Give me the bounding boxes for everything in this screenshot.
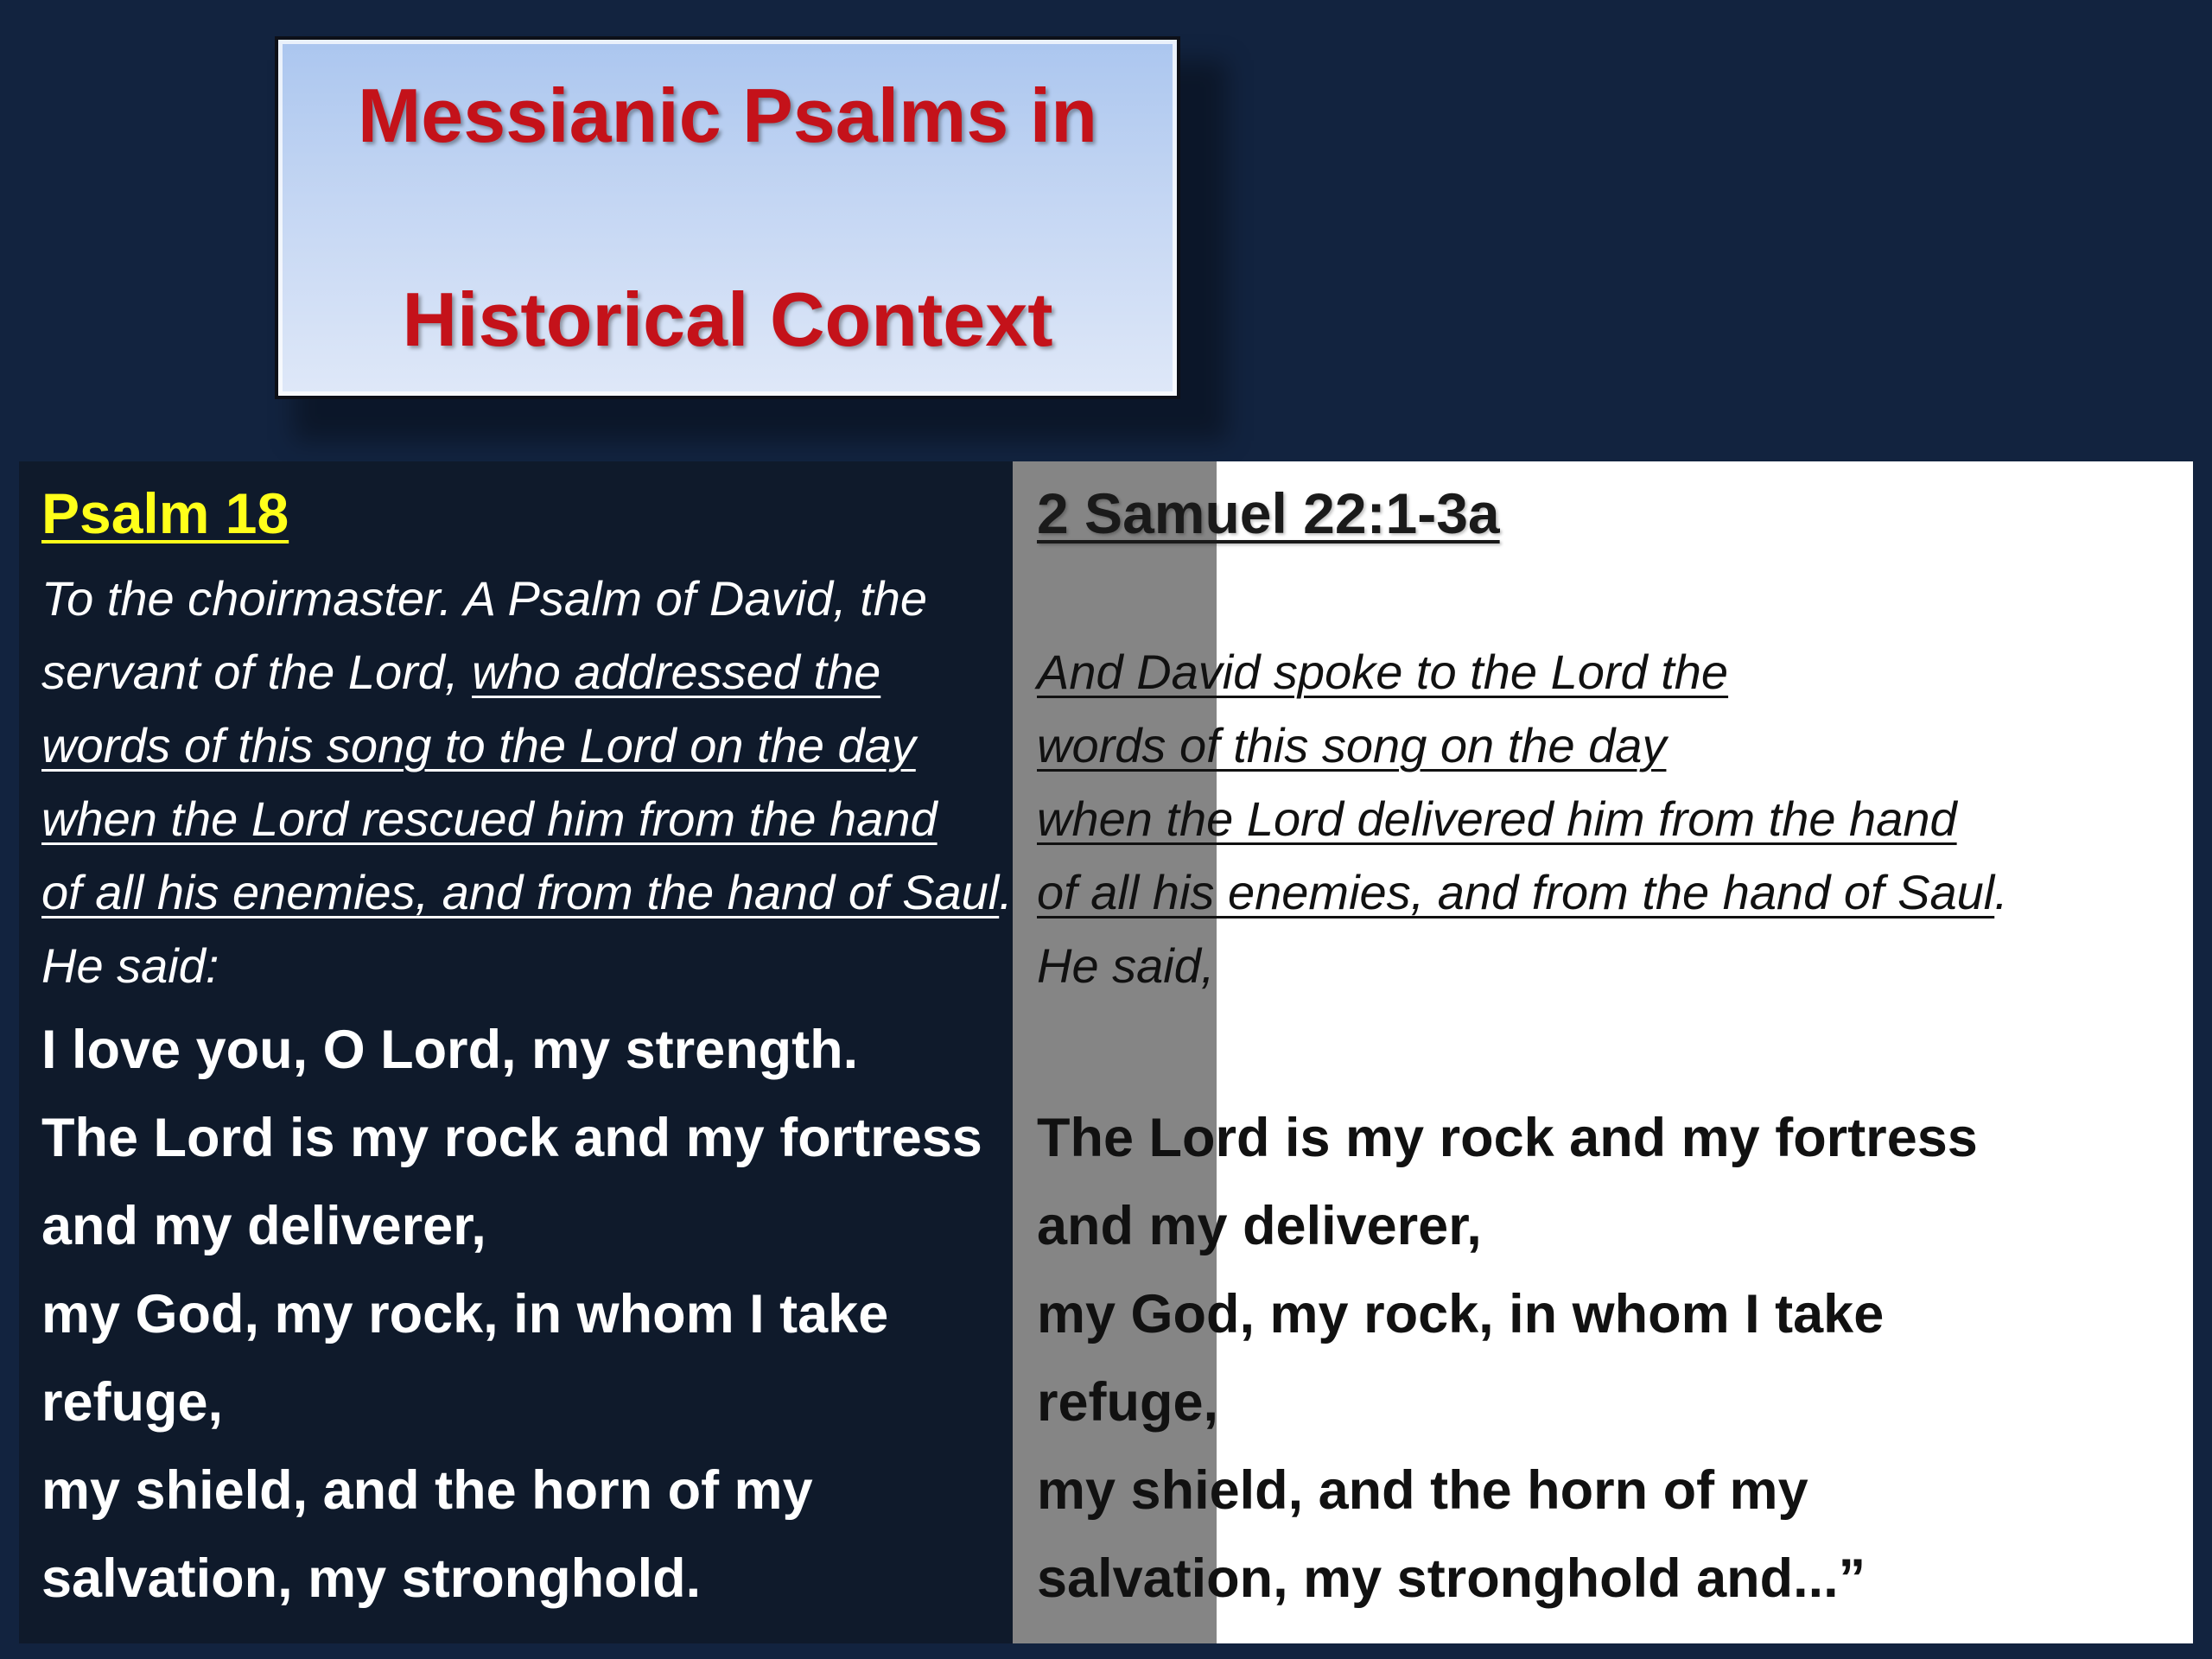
samuel-intro-line [1037,855,2008,929]
psalm-superscription [41,562,1013,1002]
samuel-verse-line: salvation, my stronghold and...” [1037,1548,1866,1609]
samuel-introduction [1037,635,2008,1002]
samuel-verses [1037,1094,1978,1623]
samuel-verse-line: and my deliverer, [1037,1196,1482,1256]
samuel-heading: 2 Samuel 22:1-3a [1037,481,1500,545]
psalm-intro-period: . [999,865,1013,919]
samuel-verse-line: my God, my rock, in whom I take [1037,1284,1885,1344]
psalm-intro-line: words of this song to the Lord on the day [41,718,916,772]
title-box [275,36,1180,399]
psalm-intro-line: To the choirmaster. A Psalm of David, the [41,571,928,626]
psalm-verse-line: my God, my rock, in whom I take [41,1284,889,1344]
psalm-verse-line: my shield, and the horn of my [41,1460,813,1521]
psalm-intro-line [41,635,1013,709]
slide-title [358,0,1097,473]
samuel-verse-line: refuge, [1037,1372,1219,1433]
psalm-intro-underlined: of all his enemies, and from the hand of Saul [41,865,1000,919]
samuel-intro-period: . [1994,865,2008,919]
psalm-verse-line: The Lord is my rock and my fortress [41,1108,982,1168]
samuel-intro-line: And David spoke to the Lord the [1037,645,1729,699]
samuel-intro-line: He said, [1037,938,1215,993]
psalm-verse-line: and my deliverer, [41,1196,486,1256]
samuel-intro-line: words of this song on the day [1037,718,1667,772]
psalm-verse-line: salvation, my stronghold. [41,1548,702,1609]
slide-title-line-2: Historical Context [402,276,1053,362]
psalm-verses [41,1006,982,1623]
psalm-verse-line: I love you, O Lord, my strength. [41,1020,859,1080]
samuel-intro-line: when the Lord delivered him from the hand [1037,791,1957,846]
psalm-intro-underlined: who addressed the [472,645,881,699]
psalm-intro-line: He said: [41,938,219,993]
psalm-heading: Psalm 18 [41,481,289,545]
psalm-intro-line: when the Lord rescued him from the hand [41,791,938,846]
samuel-verse-line: The Lord is my rock and my fortress [1037,1108,1978,1168]
psalm-intro-line [41,855,1013,929]
slide-title-line-1: Messianic Psalms in [358,73,1097,158]
samuel-intro-underlined: of all his enemies, and from the hand of Saul [1037,865,1995,919]
psalm-intro-text: servant of the Lord, [41,645,473,699]
psalm-verse-line: refuge, [41,1372,224,1433]
samuel-verse-line: my shield, and the horn of my [1037,1460,1808,1521]
